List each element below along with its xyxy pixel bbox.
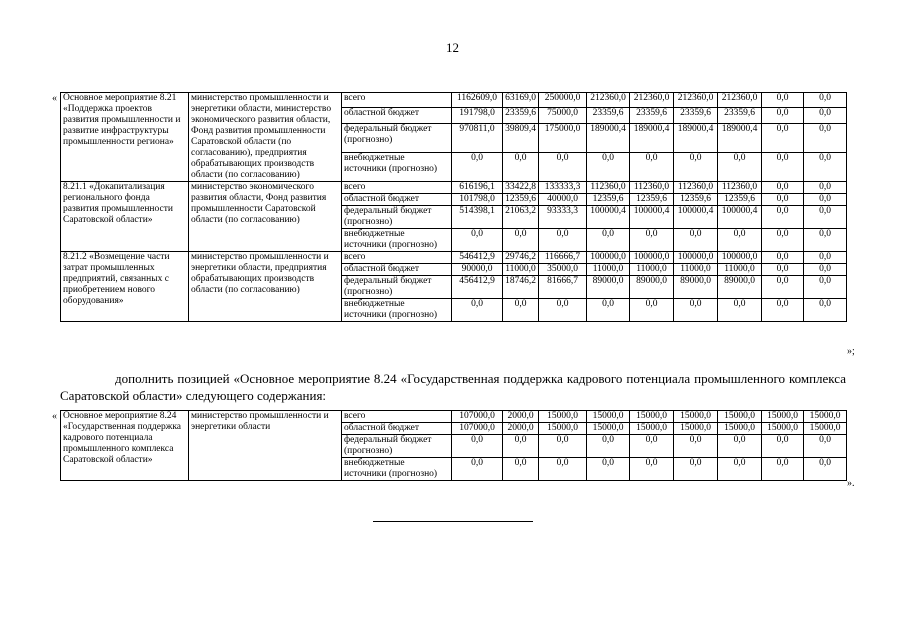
amount-cell: 0,0 xyxy=(762,123,804,152)
executor-cell: министерство промышленности и энергетики области, министерство экономического развития области, Фонд развития промышленности Саратовской области (по согласованию), предприятия обрабатывающих производств области (по согласованию) xyxy=(189,93,342,182)
amount-cell: 0,0 xyxy=(762,276,804,299)
amount-cell: 15000,0 xyxy=(630,411,674,423)
amount-cell: 616196,1 xyxy=(452,182,503,194)
amount-cell: 15000,0 xyxy=(718,423,762,435)
amount-cell: 0,0 xyxy=(804,194,847,206)
funding-source-cell: областной бюджет xyxy=(342,108,452,123)
closing-quote-2: ». xyxy=(847,478,855,489)
table-row xyxy=(61,411,847,423)
amount-cell: 0,0 xyxy=(762,93,804,108)
amount-cell: 0,0 xyxy=(539,229,587,252)
table-row xyxy=(61,252,847,264)
amount-cell: 0,0 xyxy=(452,152,503,181)
amount-cell: 0,0 xyxy=(718,152,762,181)
amount-cell: 0,0 xyxy=(804,152,847,181)
amount-cell: 100000,0 xyxy=(674,252,718,264)
amount-cell: 0,0 xyxy=(718,299,762,322)
amount-cell: 0,0 xyxy=(804,435,847,458)
amount-cell: 0,0 xyxy=(503,435,539,458)
amount-cell: 23359,6 xyxy=(674,108,718,123)
amount-cell: 100000,4 xyxy=(674,206,718,229)
program-table-2 xyxy=(60,410,847,481)
amount-cell: 0,0 xyxy=(503,229,539,252)
amount-cell: 0,0 xyxy=(804,93,847,108)
amount-cell: 250000,0 xyxy=(539,93,587,108)
amount-cell: 23359,6 xyxy=(587,108,630,123)
page-number: 12 xyxy=(446,40,459,55)
amount-cell: 0,0 xyxy=(804,264,847,276)
amount-cell: 63169,0 xyxy=(503,93,539,108)
funding-source-cell: всего xyxy=(342,93,452,108)
amount-cell: 0,0 xyxy=(804,123,847,152)
funding-source-cell: областной бюджет xyxy=(342,423,452,435)
amount-cell: 0,0 xyxy=(762,229,804,252)
amount-cell: 11000,0 xyxy=(718,264,762,276)
funding-source-cell: федеральный бюджет (прогнозно) xyxy=(342,206,452,229)
amount-cell: 0,0 xyxy=(762,182,804,194)
amount-cell: 0,0 xyxy=(630,152,674,181)
amount-cell: 15000,0 xyxy=(630,423,674,435)
amount-cell: 0,0 xyxy=(539,458,587,481)
amount-cell: 75000,0 xyxy=(539,108,587,123)
amount-cell: 0,0 xyxy=(804,229,847,252)
amount-cell: 15000,0 xyxy=(539,423,587,435)
amount-cell: 0,0 xyxy=(630,299,674,322)
amount-cell: 15000,0 xyxy=(718,411,762,423)
amount-cell: 112360,0 xyxy=(630,182,674,194)
amount-cell: 23359,6 xyxy=(630,108,674,123)
amount-cell: 0,0 xyxy=(630,458,674,481)
footer-divider xyxy=(373,521,533,522)
amount-cell: 15000,0 xyxy=(539,411,587,423)
amount-cell: 0,0 xyxy=(718,229,762,252)
amount-cell: 1162609,0 xyxy=(452,93,503,108)
amount-cell: 514398,1 xyxy=(452,206,503,229)
amount-cell: 100000,4 xyxy=(630,206,674,229)
funding-source-cell: федеральный бюджет (прогнозно) xyxy=(342,276,452,299)
amount-cell: 23359,6 xyxy=(503,108,539,123)
amount-cell: 0,0 xyxy=(587,152,630,181)
amount-cell: 0,0 xyxy=(804,182,847,194)
amount-cell: 2000,0 xyxy=(503,411,539,423)
amount-cell: 15000,0 xyxy=(804,411,847,423)
amount-cell: 11000,0 xyxy=(630,264,674,276)
amount-cell: 12359,6 xyxy=(718,194,762,206)
amount-cell: 11000,0 xyxy=(674,264,718,276)
amount-cell: 0,0 xyxy=(630,229,674,252)
amount-cell: 0,0 xyxy=(804,276,847,299)
opening-quote-2: « xyxy=(52,411,57,422)
amount-cell: 189000,4 xyxy=(718,123,762,152)
executor-cell: министерство промышленности и энергетики области xyxy=(189,411,342,481)
amount-cell: 0,0 xyxy=(452,435,503,458)
amount-cell: 81666,7 xyxy=(539,276,587,299)
amount-cell: 0,0 xyxy=(539,299,587,322)
funding-source-cell: внебюджетные источники (прогнозно) xyxy=(342,229,452,252)
amount-cell: 212360,0 xyxy=(674,93,718,108)
amount-cell: 212360,0 xyxy=(630,93,674,108)
amount-cell: 0,0 xyxy=(630,435,674,458)
amount-cell: 0,0 xyxy=(587,299,630,322)
amount-cell: 12359,6 xyxy=(503,194,539,206)
amount-cell: 0,0 xyxy=(762,435,804,458)
amount-cell: 29746,2 xyxy=(503,252,539,264)
table-row xyxy=(61,93,847,108)
amount-cell: 0,0 xyxy=(452,299,503,322)
amount-cell: 93333,3 xyxy=(539,206,587,229)
amount-cell: 100000,4 xyxy=(587,206,630,229)
amount-cell: 0,0 xyxy=(503,152,539,181)
amount-cell: 189000,4 xyxy=(674,123,718,152)
measure-name-cell: Основное мероприятие 8.24 «Государственная поддержка кадрового потенциала промышленного комплекса Саратовской области» xyxy=(61,411,189,481)
amount-cell: 0,0 xyxy=(804,299,847,322)
amount-cell: 175000,0 xyxy=(539,123,587,152)
amount-cell: 0,0 xyxy=(674,435,718,458)
amount-cell: 100000,4 xyxy=(718,206,762,229)
amount-cell: 11000,0 xyxy=(503,264,539,276)
funding-source-cell: всего xyxy=(342,252,452,264)
amount-cell: 0,0 xyxy=(539,152,587,181)
amount-cell: 133333,3 xyxy=(539,182,587,194)
amount-cell: 0,0 xyxy=(674,299,718,322)
amount-cell: 15000,0 xyxy=(804,423,847,435)
amount-cell: 39809,4 xyxy=(503,123,539,152)
amount-cell: 0,0 xyxy=(674,229,718,252)
amount-cell: 0,0 xyxy=(762,206,804,229)
amount-cell: 101798,0 xyxy=(452,194,503,206)
funding-source-cell: всего xyxy=(342,182,452,194)
table-row xyxy=(61,182,847,194)
amount-cell: 12359,6 xyxy=(674,194,718,206)
amendment-paragraph: дополнить позицией «Основное мероприятие 8.24 «Государственная поддержка кадрового потенциала промышленного комплекса Саратовской области» следующего содержания: xyxy=(60,371,846,403)
amount-cell: 212360,0 xyxy=(587,93,630,108)
amount-cell: 0,0 xyxy=(503,299,539,322)
executor-cell: министерство промышленности и энергетики области, предприятия обрабатывающих производств области (по согласованию) xyxy=(189,252,342,322)
amount-cell: 970811,0 xyxy=(452,123,503,152)
amount-cell: 0,0 xyxy=(674,152,718,181)
funding-source-cell: внебюджетные источники (прогнозно) xyxy=(342,152,452,181)
amount-cell: 23359,6 xyxy=(718,108,762,123)
executor-cell: министерство экономического развития области, Фонд развития промышленности Саратовской области (по согласованию) xyxy=(189,182,342,252)
amount-cell: 0,0 xyxy=(762,152,804,181)
amount-cell: 0,0 xyxy=(804,108,847,123)
amount-cell: 0,0 xyxy=(762,252,804,264)
amount-cell: 100000,0 xyxy=(630,252,674,264)
amount-cell: 40000,0 xyxy=(539,194,587,206)
amount-cell: 0,0 xyxy=(503,458,539,481)
amount-cell: 0,0 xyxy=(452,458,503,481)
funding-source-cell: внебюджетные источники (прогнозно) xyxy=(342,458,452,481)
funding-source-cell: областной бюджет xyxy=(342,194,452,206)
amount-cell: 0,0 xyxy=(762,108,804,123)
amount-cell: 546412,9 xyxy=(452,252,503,264)
amount-cell: 18746,2 xyxy=(503,276,539,299)
amount-cell: 21063,2 xyxy=(503,206,539,229)
opening-quote: « xyxy=(52,93,57,104)
amount-cell: 0,0 xyxy=(804,458,847,481)
amount-cell: 33422,8 xyxy=(503,182,539,194)
amount-cell: 89000,0 xyxy=(674,276,718,299)
amount-cell: 0,0 xyxy=(718,435,762,458)
amount-cell: 15000,0 xyxy=(762,423,804,435)
amount-cell: 0,0 xyxy=(762,264,804,276)
funding-source-cell: внебюджетные источники (прогнозно) xyxy=(342,299,452,322)
amount-cell: 15000,0 xyxy=(587,411,630,423)
amount-cell: 212360,0 xyxy=(718,93,762,108)
measure-name-cell: 8.21.2 «Возмещение части затрат промышленных предприятий, связанных с приобретением нового оборудования» xyxy=(61,252,189,322)
amount-cell: 0,0 xyxy=(804,206,847,229)
amount-cell: 0,0 xyxy=(587,435,630,458)
closing-quote: »; xyxy=(847,346,855,357)
amount-cell: 15000,0 xyxy=(587,423,630,435)
amount-cell: 107000,0 xyxy=(452,423,503,435)
amount-cell: 90000,0 xyxy=(452,264,503,276)
amount-cell: 456412,9 xyxy=(452,276,503,299)
funding-source-cell: областной бюджет xyxy=(342,264,452,276)
amount-cell: 0,0 xyxy=(762,299,804,322)
amount-cell: 112360,0 xyxy=(674,182,718,194)
amount-cell: 116666,7 xyxy=(539,252,587,264)
amount-cell: 89000,0 xyxy=(630,276,674,299)
amount-cell: 0,0 xyxy=(804,252,847,264)
amount-cell: 100000,0 xyxy=(718,252,762,264)
amount-cell: 15000,0 xyxy=(674,423,718,435)
amount-cell: 0,0 xyxy=(587,229,630,252)
program-table-1 xyxy=(60,92,847,322)
amount-cell: 0,0 xyxy=(762,458,804,481)
amount-cell: 12359,6 xyxy=(587,194,630,206)
amount-cell: 0,0 xyxy=(587,458,630,481)
amount-cell: 112360,0 xyxy=(587,182,630,194)
funding-source-cell: федеральный бюджет (прогнозно) xyxy=(342,123,452,152)
funding-source-cell: всего xyxy=(342,411,452,423)
amount-cell: 2000,0 xyxy=(503,423,539,435)
amount-cell: 15000,0 xyxy=(674,411,718,423)
amount-cell: 100000,0 xyxy=(587,252,630,264)
amount-cell: 0,0 xyxy=(762,194,804,206)
amount-cell: 107000,0 xyxy=(452,411,503,423)
amount-cell: 189000,4 xyxy=(587,123,630,152)
amount-cell: 0,0 xyxy=(452,229,503,252)
measure-name-cell: Основное мероприятие 8.21 «Поддержка проектов развития промышленности и развитие инфраструктуры промышленности региона» xyxy=(61,93,189,182)
amount-cell: 12359,6 xyxy=(630,194,674,206)
amount-cell: 0,0 xyxy=(539,435,587,458)
amount-cell: 189000,4 xyxy=(630,123,674,152)
amount-cell: 89000,0 xyxy=(587,276,630,299)
amount-cell: 11000,0 xyxy=(587,264,630,276)
amount-cell: 191798,0 xyxy=(452,108,503,123)
amount-cell: 0,0 xyxy=(718,458,762,481)
amount-cell: 15000,0 xyxy=(762,411,804,423)
funding-source-cell: федеральный бюджет (прогнозно) xyxy=(342,435,452,458)
amount-cell: 89000,0 xyxy=(718,276,762,299)
measure-name-cell: 8.21.1 «Докапитализация регионального фонда развития промышленности Саратовской области» xyxy=(61,182,189,252)
amount-cell: 35000,0 xyxy=(539,264,587,276)
amount-cell: 112360,0 xyxy=(718,182,762,194)
amount-cell: 0,0 xyxy=(674,458,718,481)
